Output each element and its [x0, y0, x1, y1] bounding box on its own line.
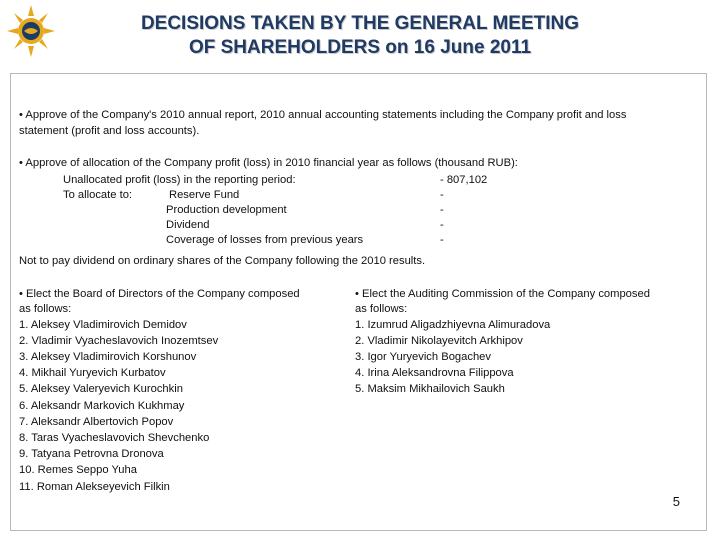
board-heading-line-1: • Elect the Board of Directors of the Company composed — [19, 288, 300, 300]
allocation-row-value: - — [440, 204, 444, 216]
allocation-row-label: Coverage of losses from previous years — [166, 234, 364, 246]
audit-member: 5. Maksim Mikhailovich Saukh — [355, 383, 505, 395]
allocation-row-value: - — [440, 219, 444, 231]
title-line-2: OF SHAREHOLDERS on 16 June 2011 — [188, 37, 532, 58]
board-heading-line-2: as follows: — [19, 303, 72, 315]
audit-heading-line-2: as follows: — [355, 303, 408, 315]
board-member: 6. Aleksandr Markovich Kukhmay — [19, 400, 185, 412]
company-logo-icon — [6, 4, 56, 58]
board-member: 1. Aleksey Vladimirovich Demidov — [19, 319, 187, 331]
dividend-note: Not to pay dividend on ordinary shares of the Company following the 2010 results. — [19, 255, 426, 267]
audit-member: 2. Vladimir Nikolayevitch Arkhipov — [355, 335, 523, 347]
board-member: 10. Remes Seppo Yuha — [19, 464, 137, 476]
board-member: 7. Aleksandr Albertovich Popov — [19, 416, 174, 428]
board-member: 3. Aleksey Vladimirovich Korshunov — [19, 351, 197, 363]
unallocated-profit-value: - 807,102 — [440, 174, 488, 186]
board-member: 9. Tatyana Petrovna Dronova — [19, 448, 164, 460]
board-member: 4. Mikhail Yuryevich Kurbatov — [19, 367, 166, 379]
unallocated-profit-label: Unallocated profit (loss) in the reporting period: — [63, 174, 296, 186]
allocation-row-label: Production development — [166, 204, 287, 216]
audit-member: 4. Irina Aleksandrovna Filippova — [355, 367, 514, 379]
audit-member: 1. Izumrud Aligadzhiyevna Alimuradova — [355, 319, 551, 331]
board-member: 5. Aleksey Valeryevich Kurochkin — [19, 383, 183, 395]
board-member: 8. Taras Vyacheslavovich Shevchenko — [19, 432, 210, 444]
audit-member: 3. Igor Yuryevich Bogachev — [355, 351, 491, 363]
annual-report-line-1: • Approve of the Company's 2010 annual report, 2010 annual accounting statements including the Company profit and loss — [19, 109, 627, 121]
page-number: 5 — [672, 494, 680, 509]
title-line-1: DECISIONS TAKEN BY THE GENERAL MEETING — [140, 13, 580, 34]
allocation-row-label: Reserve Fund — [169, 189, 240, 201]
allocation-row-label: Dividend — [166, 219, 210, 231]
board-member: 2. Vladimir Vyacheslavovich Inozemtsev — [19, 335, 219, 347]
board-member: 11. Roman Alekseyevich Filkin — [19, 481, 170, 493]
allocation-row-value: - — [440, 234, 444, 246]
profit-allocation-heading: • Approve of allocation of the Company profit (loss) in 2010 financial year as follows (thousand RUB): — [19, 157, 518, 169]
slide-title — [70, 12, 650, 60]
audit-heading-line-1: • Elect the Auditing Commission of the Company composed — [355, 288, 650, 300]
to-allocate-label: To allocate to: — [63, 189, 133, 201]
annual-report-line-2: statement (profit and loss accounts). — [19, 125, 200, 137]
allocation-row-value: - — [440, 189, 444, 201]
